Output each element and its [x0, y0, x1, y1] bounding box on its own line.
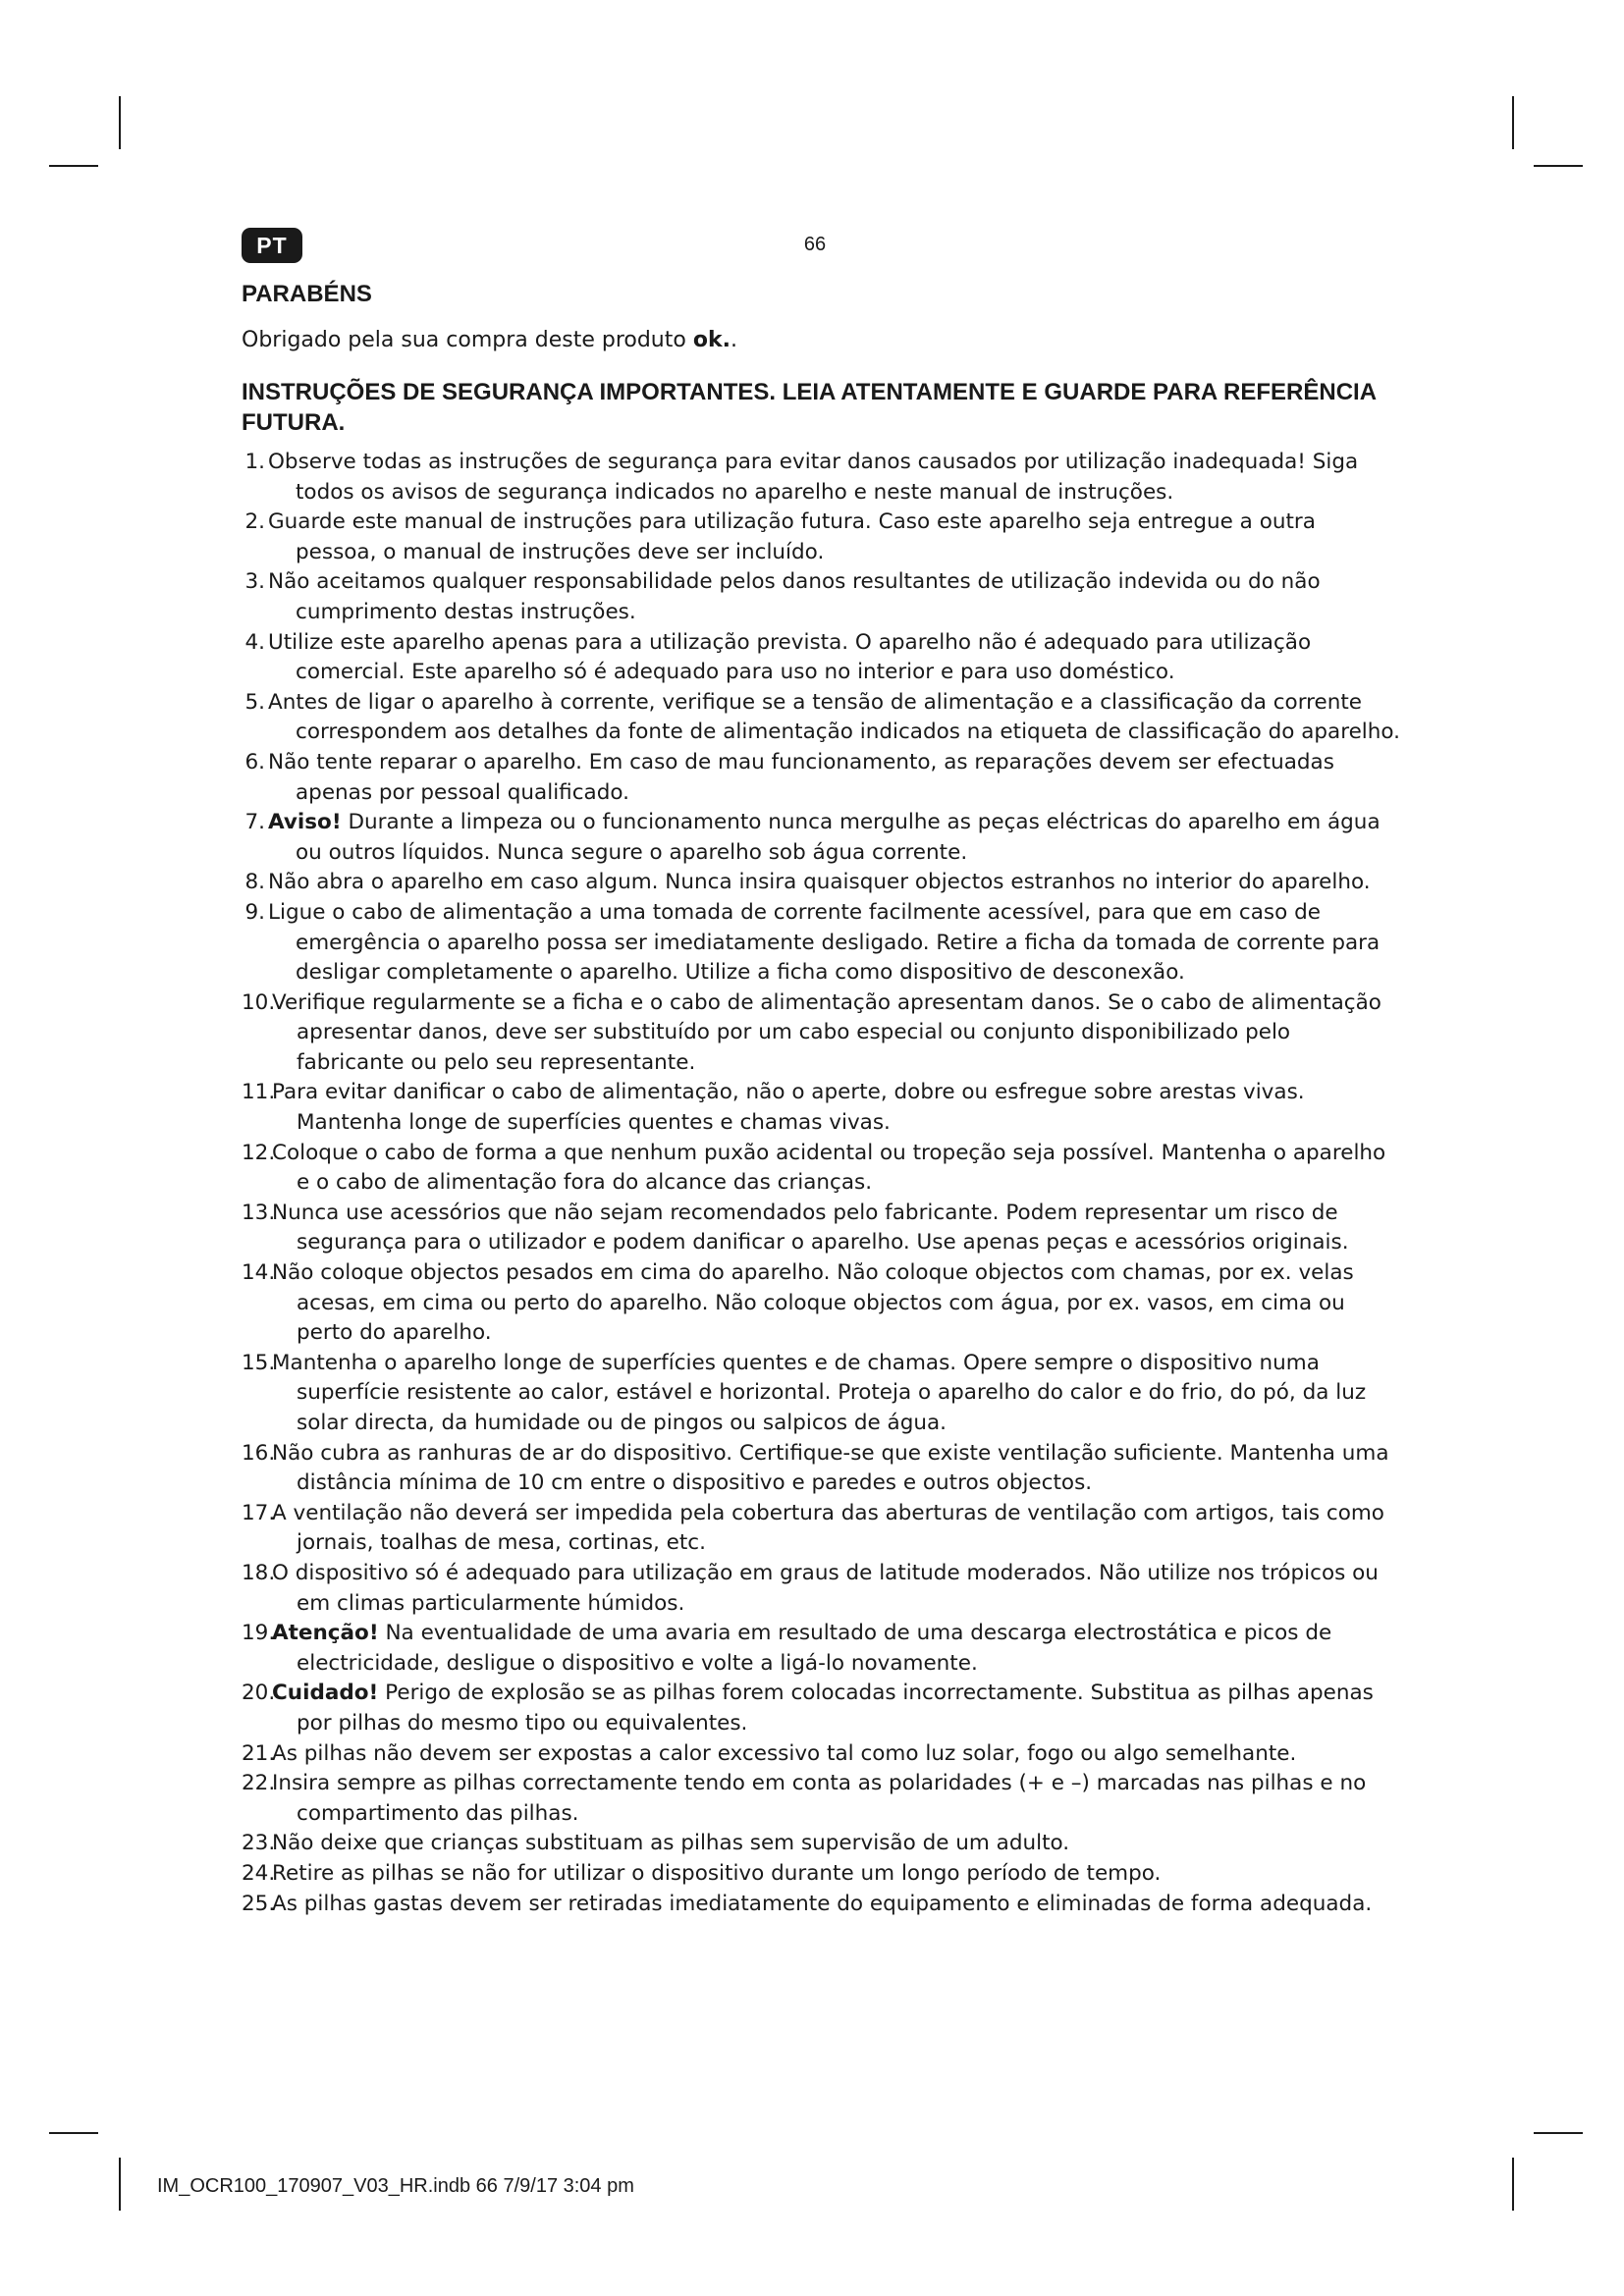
list-item-warning: Cuidado! [272, 1681, 379, 1706]
list-item [242, 988, 1400, 1079]
list-item-text: Ligue o cabo de alimentação a uma tomada de corrente facilmente acessível, para que em caso de emergência o aparelho possa ser imediatamente desligado. Retire a ficha da tomada de corrente para desligar completamente o aparelho. Utilize a ficha como dispositivo de desconexão. [268, 899, 1380, 986]
safety-instructions-title: INSTRUÇÕES DE SEGURANÇA IMPORTANTES. LEIA ATENTAMENTE E GUARDE PARA REFERÊNCIA FUTURA. [242, 379, 1377, 436]
list-item-text: Durante a limpeza ou o funcionamento nunca mergulhe as peças eléctricas do aparelho em água ou outros líquidos. Nunca segure o aparelho sob água corrente. [296, 810, 1380, 865]
list-item [242, 1829, 1400, 1859]
list-item-text: Não deixe que crianças substituam as pilhas sem supervisão de um adulto. [272, 1831, 1070, 1856]
list-item [242, 1559, 1400, 1619]
list-item-text: Guarde este manual de instruções para utilização futura. Caso este aparelho seja entregue a outra pessoa, o manual de instruções deve ser incluído. [268, 509, 1316, 564]
list-item [242, 808, 1400, 868]
list-item [242, 1619, 1400, 1679]
list-item [242, 1349, 1400, 1439]
list-item-number: 18. [242, 1560, 276, 1585]
list-item-number: 3. [244, 569, 265, 595]
list-item-number: 16. [242, 1440, 276, 1466]
crop-mark [1534, 165, 1583, 167]
list-item [242, 1258, 1400, 1349]
list-item-number: 13. [242, 1200, 276, 1225]
list-item [242, 448, 1400, 507]
list-item-text: Não coloque objectos pesados em cima do aparelho. Não coloque objectos com chamas, por ex. velas acesas, em cima ou perto do aparelho. Não coloque objectos com água, por ex. vasos, em cima ou perto do aparelho. [272, 1260, 1354, 1346]
list-item-text: Retire as pilhas se não for utilizar o dispositivo durante um longo período de tempo. [272, 1860, 1162, 1886]
brand-name: ok. [692, 328, 731, 352]
list-item [242, 688, 1400, 748]
list-item-text: Nunca use acessórios que não sejam recomendados pelo fabricante. Podem representar um risco de segurança para o utilizador e podem danificar o aparelho. Use apenas peças e acessórios originais. [272, 1200, 1349, 1255]
thanks-text: Obrigado pela sua compra deste produto [242, 328, 693, 352]
list-item-number: 1. [244, 450, 265, 474]
list-item [242, 1859, 1400, 1890]
list-item-number: 19. [242, 1621, 276, 1646]
crop-mark [1534, 2132, 1583, 2134]
list-item [242, 1890, 1400, 1920]
page-number: 66 [803, 234, 827, 255]
list-item-number: 21. [242, 1740, 276, 1766]
list-item-text: Não abra o aparelho em caso algum. Nunca insira quaisquer objectos estranhos no interior do aparelho. [268, 870, 1371, 895]
list-item [242, 1739, 1400, 1770]
list-item-text: Mantenha o aparelho longe de superfícies quentes e de chamas. Opere sempre o dispositivo numa superfície resistente ao calor, estável e horizontal. Proteja o aparelho do calor e do frio, do pó, da luz solar directa, da humidade ou de pingos ou salpicos de água. [272, 1350, 1367, 1435]
safety-instructions-list [242, 448, 1400, 1919]
list-item-text: Observe todas as instruções de segurança para evitar danos causados por utilização inadequada! Siga todos os avisos de segurança indicados no aparelho e neste manual de instruções. [268, 450, 1359, 505]
list-item-number: 17. [242, 1500, 276, 1525]
list-item-text: Coloque o cabo de forma a que nenhum puxão acidental ou tropeção seja possível. Mantenha o aparelho e o cabo de alimentação fora do alcance das crianças. [272, 1140, 1386, 1196]
list-item [242, 1078, 1400, 1138]
list-item-number: 10. [242, 989, 276, 1015]
list-item-text: Não tente reparar o aparelho. Em caso de mau funcionamento, as reparações devem ser efectuadas apenas por pessoal qualificado. [268, 749, 1334, 805]
list-item-text: Para evitar danificar o cabo de alimentação, não o aperte, dobre ou esfregue sobre arestas vivas. Mantenha longe de superfícies quentes e chamas vivas. [272, 1080, 1305, 1136]
crop-mark [49, 165, 98, 167]
list-item-number: 6. [244, 749, 265, 774]
list-item-number: 11. [242, 1080, 276, 1105]
list-item-number: 23. [242, 1831, 276, 1856]
list-item [242, 567, 1400, 627]
list-item [242, 1139, 1400, 1199]
list-item-text: Insira sempre as pilhas correctamente tendo em conta as polaridades (+ e –) marcadas nas pilhas e no compartimento das pilhas. [272, 1771, 1367, 1826]
list-item-text: Perigo de explosão se as pilhas forem colocadas incorrectamente. Substitua as pilhas apenas por pilhas do mesmo tipo ou equivalentes. [297, 1681, 1374, 1735]
list-item [242, 1679, 1400, 1738]
list-item-number: 9. [244, 899, 265, 925]
list-item-number: 8. [244, 870, 265, 895]
list-item-number: 2. [244, 509, 265, 535]
list-item-warning: Aviso! [268, 810, 342, 835]
list-item [242, 1499, 1400, 1559]
list-item [242, 628, 1400, 688]
list-item-number: 12. [242, 1140, 276, 1165]
list-item [242, 1439, 1400, 1499]
list-item [242, 898, 1400, 988]
page-content [242, 279, 1400, 1919]
list-item-text: A ventilação não deverá ser impedida pela cobertura das aberturas de ventilação com artigos, tais como jornais, toalhas de mesa, cortinas, etc. [272, 1500, 1384, 1556]
list-item [242, 868, 1400, 898]
list-item [242, 1199, 1400, 1258]
list-item-text: Antes de ligar o aparelho à corrente, verifique se a tensão de alimentação e a classificação da corrente correspondem aos detalhes da fonte de alimentação indicados na etiqueta de classificação do aparelho. [268, 689, 1401, 745]
list-item-warning: Atenção! [272, 1621, 379, 1646]
list-item [242, 507, 1400, 567]
crop-mark [119, 96, 121, 149]
list-item-text: Na eventualidade de uma avaria em resultado de uma descarga electrostática e picos de electricidade, desligue o dispositivo e volte a ligá-lo novamente. [297, 1621, 1332, 1676]
list-item-number: 15. [242, 1350, 276, 1375]
list-item-text: As pilhas gastas devem ser retiradas imediatamente do equipamento e eliminadas de forma adequada. [272, 1891, 1373, 1916]
list-item-text: As pilhas não devem ser expostas a calor excessivo tal como luz solar, fogo ou algo semelhante. [272, 1740, 1297, 1766]
crop-mark [1512, 2158, 1514, 2211]
list-item-number: 22. [242, 1771, 276, 1796]
list-item [242, 1769, 1400, 1829]
list-item-text: Verifique regularmente se a ficha e o cabo de alimentação apresentam danos. Se o cabo de alimentação apresentar danos, deve ser substituído por um cabo especial ou conjunto disponibilizado pelo fabricante ou pelo seu representante. [272, 989, 1381, 1075]
list-item-text: Não cubra as ranhuras de ar do dispositivo. Certifique-se que existe ventilação suficiente. Mantenha uma distância mínima de 10 cm entre o dispositivo e paredes e outros objectos. [272, 1440, 1389, 1496]
thanks-suffix: . [730, 328, 737, 352]
list-item-number: 7. [244, 810, 265, 835]
list-item-text: Não aceitamos qualquer responsabilidade pelos danos resultantes de utilização indevida ou do não cumprimento destas instruções. [268, 569, 1321, 624]
list-item-number: 5. [244, 689, 265, 715]
list-item-number: 25. [242, 1891, 276, 1916]
list-item-number: 24. [242, 1860, 276, 1886]
page-heading: PARABÉNS [242, 281, 372, 307]
language-badge: PT [242, 228, 302, 263]
list-item-number: 14. [242, 1260, 276, 1286]
crop-mark [1512, 96, 1514, 149]
list-item-text: Utilize este aparelho apenas para a utilização prevista. O aparelho não é adequado para utilização comercial. Este aparelho só é adequado para uso no interior e para uso doméstico. [268, 629, 1312, 685]
list-item [242, 748, 1400, 808]
crop-mark [119, 2158, 121, 2211]
list-item-text: O dispositivo só é adequado para utilização em graus de latitude moderados. Não utilize nos trópicos ou em climas particularmente húmidos. [272, 1560, 1379, 1616]
crop-mark [49, 2132, 98, 2134]
thanks-line [242, 326, 1400, 355]
list-item-number: 20. [242, 1681, 276, 1706]
list-item-number: 4. [244, 629, 265, 655]
footer-slug: IM_OCR100_170907_V03_HR.indb 66 7/9/17 3:04 pm [157, 2175, 634, 2197]
